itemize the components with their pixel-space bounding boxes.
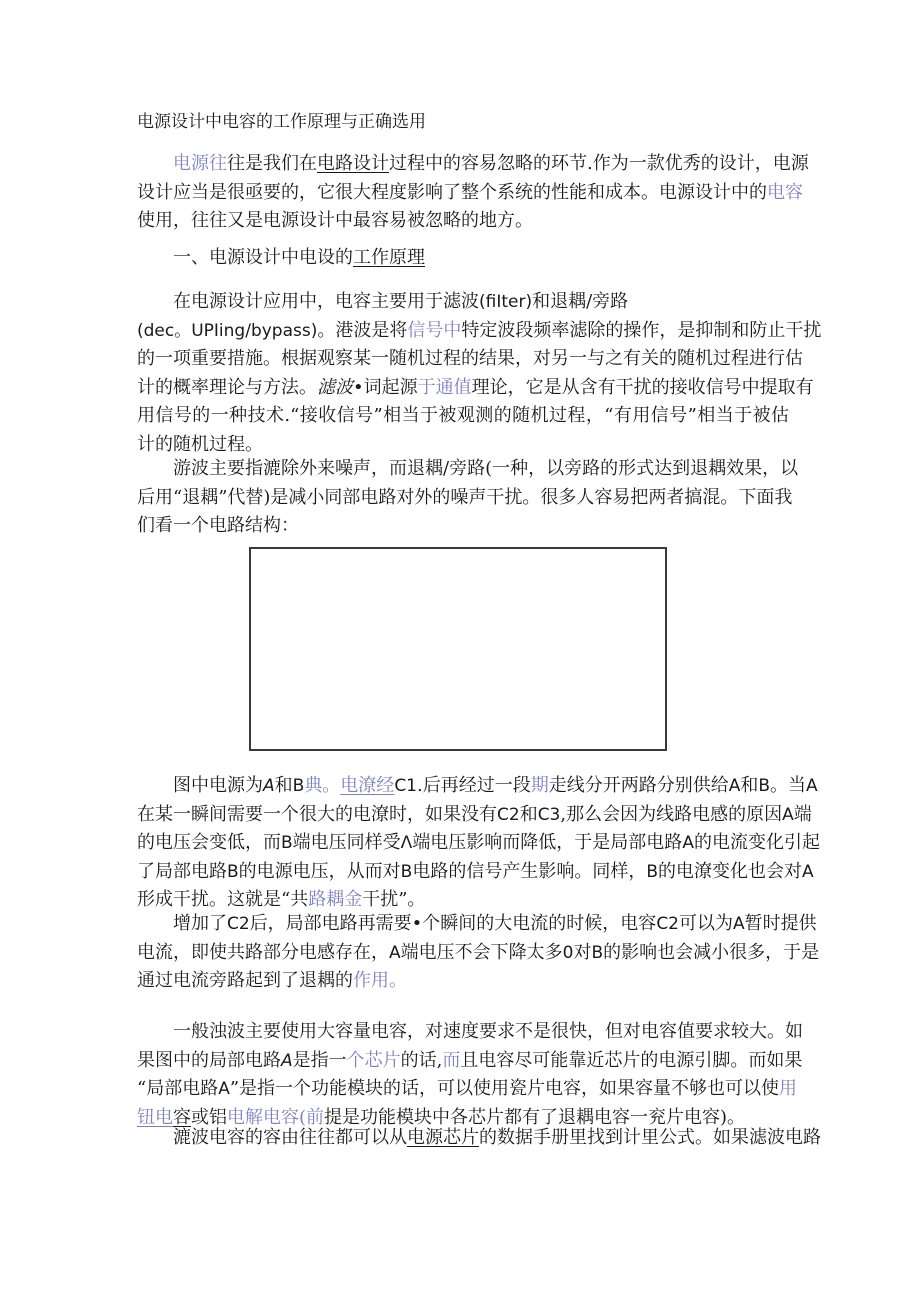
link-chip[interactable]: 个芯片: [346, 1049, 401, 1071]
circuit-explanation-paragraph: 图中电源为A和B典。电潦经C1.后再经过一段期走线分开两路分别供给A和B。当A 在某一瞬间需要一个很大的电潦时，如果没有C2和C3,那么会因为线路电感的原因A端 的电压会变低，而B端电压同样受Λ端电压影响而降低，于是局部电路A的电流变化引起 了局部电路B的电源电压，从而对B电路的信号产生影响。同样，B的电潦变化也会对A 形成干扰。这就是“共路耦金干扰”。: [137, 775, 820, 910]
intro-paragraph: 电源往往是我们在电路设计过程中的容易忽略的环节.作为一款优秀的设计，电源 设计应当是很亟要的，它很大程度影响了整个系统的性能和成本。电源设计中的电容 使用，往往又是电源设计中最容易被忽略的地方。: [137, 153, 809, 231]
link-tantalum[interactable]: 钮电: [137, 1106, 173, 1128]
link-working-principle[interactable]: 工作原理: [353, 247, 425, 268]
circuit-diagram-image: [249, 547, 667, 751]
link-current[interactable]: 电潦经: [340, 775, 395, 796]
link-period[interactable]: 期: [530, 775, 549, 796]
link-signal[interactable]: 信号中: [407, 319, 462, 341]
link-circuit-design[interactable]: 电路设计: [317, 153, 389, 174]
link-effect[interactable]: 作用。: [353, 970, 407, 991]
link-communication[interactable]: 于通值: [417, 376, 472, 398]
link-power[interactable]: 电源往: [173, 153, 227, 174]
link-coupling[interactable]: 路耦金: [308, 889, 363, 910]
section-heading: 一、电源设计中电设的工作原理: [173, 247, 425, 268]
link-power-chip[interactable]: 电源芯片: [407, 1127, 479, 1148]
selection-paragraph: 一般浊波主要使用大容量电容，对速度要求不是很快，但对电容值要求较大。如 果图中的局部电路A是指一个芯片的话,而且电容尽可能靠近芯片的电源引脚。而如果 “局部电路A”是指一个功能模块的话，可以使用瓷片电容，如果容量不够也可以使用 钮电容或铝电解电容(前提是功能模块中各芯片都有了退耦电容一兖片电容)。: [137, 1021, 803, 1128]
link-electrolytic-capacitor[interactable]: 电解电容: [227, 1106, 299, 1128]
link-capacitor[interactable]: 电容: [767, 181, 803, 203]
c2-paragraph: 增加了C2后，局部电路再需要•个瞬间的大电流的时候，电容C2可以为A暂时提供 电流，即使共路部分电感存在，A端电压不会下降太多0对B的影响也会减小很多，于是 通过电流旁路起到了退耦的作用。: [137, 913, 820, 991]
decoupling-paragraph: 游波主要指漉除外来噪声，而退耦/旁路(一种，以旁路的形式达到退耦效果，以 后用“退耦”代替)是减小同部电路对外的噪声干扰。很多人容易把两者搞混。下面我 们看一个电路结构：: [137, 458, 799, 536]
filter-paragraph: 在电源设计应用中，电容主要用于滤波(fiIter)和退耦/旁路 (dec。UPIing/bypass)。港波是将信号中特定波段频率滤除的操作，是抑制和防止干扰 的一项重要措施。根据观察某一随机过程的结果，对另一与之有关的随机过程进行估 计的概率理论与方法。滤波•词起源于通值理论，它是从含有干扰的接收信号中提取有 用信号的一种技术.“接收信号”相当于被观测的随机过程，“有用信号”相当于被估 计的随机过程。: [137, 291, 822, 455]
document-title: 电源设计中电容的工作原理与正确选用: [137, 112, 426, 132]
datasheet-paragraph: 漉波电容的容由往往都可以从电源芯片的数据手册里找到计里公式。如果滤波电路: [173, 1127, 821, 1148]
